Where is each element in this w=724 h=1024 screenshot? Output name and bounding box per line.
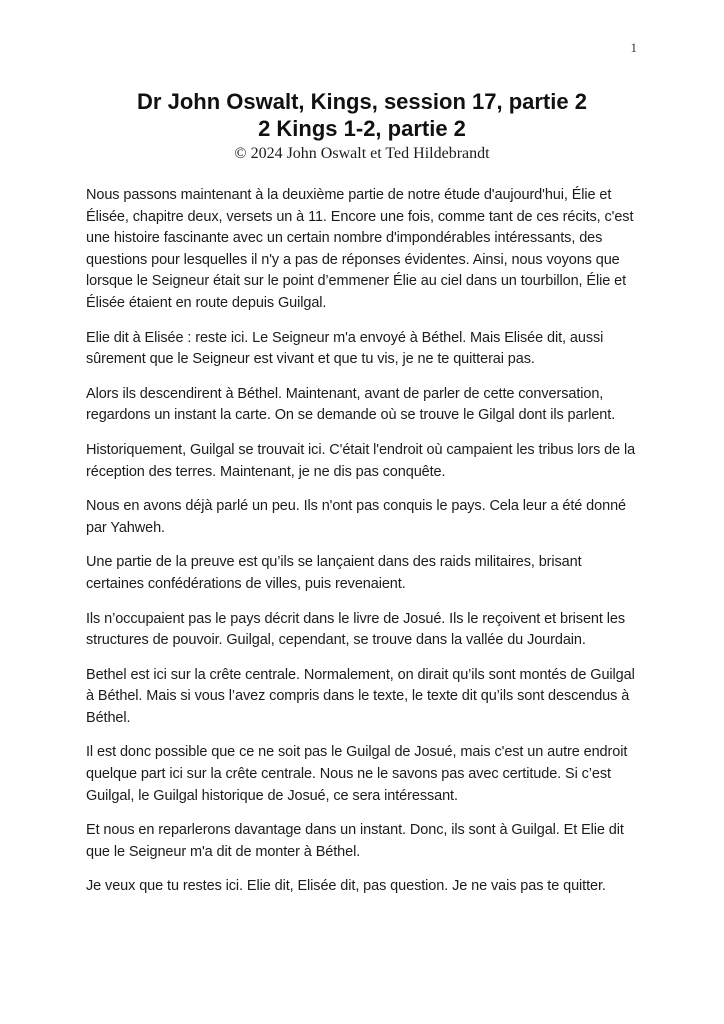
paragraph: Je veux que tu restes ici. Elie dit, Elisée dit, pas question. Je ne vais pas te quitter.: [86, 878, 606, 895]
paragraph: Elie dit à Elisée : reste ici. Le Seigneur m'a envoyé à Béthel. Mais Elisée dit, aussi sûrement que le Seigneur est vivant et que tu vis, je ne te quitterai pas.: [86, 329, 604, 368]
paragraph: Alors ils descendirent à Béthel. Maintenant, avant de parler de cette conversation, regardons un instant la carte. On se demande où se trouve le Gilgal dont ils parlent.: [86, 385, 616, 424]
paragraph: Historiquement, Guilgal se trouvait ici. C'était l'endroit où campaient les tribus lors de la réception des terres. Maintenant, je ne dis pas conquête.: [86, 441, 636, 480]
document-body: [86, 185, 642, 898]
paragraph: Nous en avons déjà parlé un peu. Ils n'ont pas conquis le pays. Cela leur a été donné par Yahweh.: [86, 498, 626, 536]
paragraph: Et nous en reparlerons davantage dans un instant. Donc, ils sont à Guilgal. Et Elie dit que le Seigneur m'a dit de monter à Béthel.: [86, 822, 624, 860]
paragraph: Ils n’occupaient pas le pays décrit dans le livre de Josué. Ils le reçoivent et brisent les structures de pouvoir. Guilgal, cependant, se trouve dans la vallée du Jourdain.: [86, 610, 625, 649]
paragraph: Bethel est ici sur la crête centrale. Normalement, on dirait qu’ils sont montés de Guilgal à Béthel. Mais si vous l’avez compris dans le texte, le texte dit qu’ils sont descendus à Béthel.: [86, 666, 635, 726]
paragraph: Il est donc possible que ce ne soit pas le Guilgal de Josué, mais c'est un autre endroit quelque part ici sur la crête centrale. Nous ne le savons pas avec certitude. Si c’est Guilgal, le Guilgal historique de Josué, ce sera intéressant.: [86, 744, 628, 804]
document-title-line-1: Dr John Oswalt, Kings, session 17, partie 2: [137, 89, 587, 114]
page-number: 1: [630, 40, 637, 55]
document-header: [0, 0, 724, 164]
document-title-line-2: 2 Kings 1-2, partie 2: [258, 116, 466, 141]
paragraph: Une partie de la preuve est qu’ils se lançaient dans des raids militaires, brisant certaines confédérations de villes, puis revenaient.: [86, 554, 582, 592]
copyright-line: © 2024 John Oswalt et Ted Hildebrandt: [234, 145, 490, 162]
paragraph: Nous passons maintenant à la deuxième partie de notre étude d'aujourd'hui, Élie et Élisée, chapitre deux, versets un à 11. Encore une fois, comme tant de ces récits, c'est une histoire fascinante avec un certain nombre d'impondérables intéressants, des questions pour lesquelles il n'y a pas de réponses évidentes. Ainsi, nous voyons que lorsque le Seigneur était sur le point d’emmener Élie au ciel dans un tourbillon, Élie et Élisée étaient en route depuis Guilgal.: [86, 187, 634, 311]
